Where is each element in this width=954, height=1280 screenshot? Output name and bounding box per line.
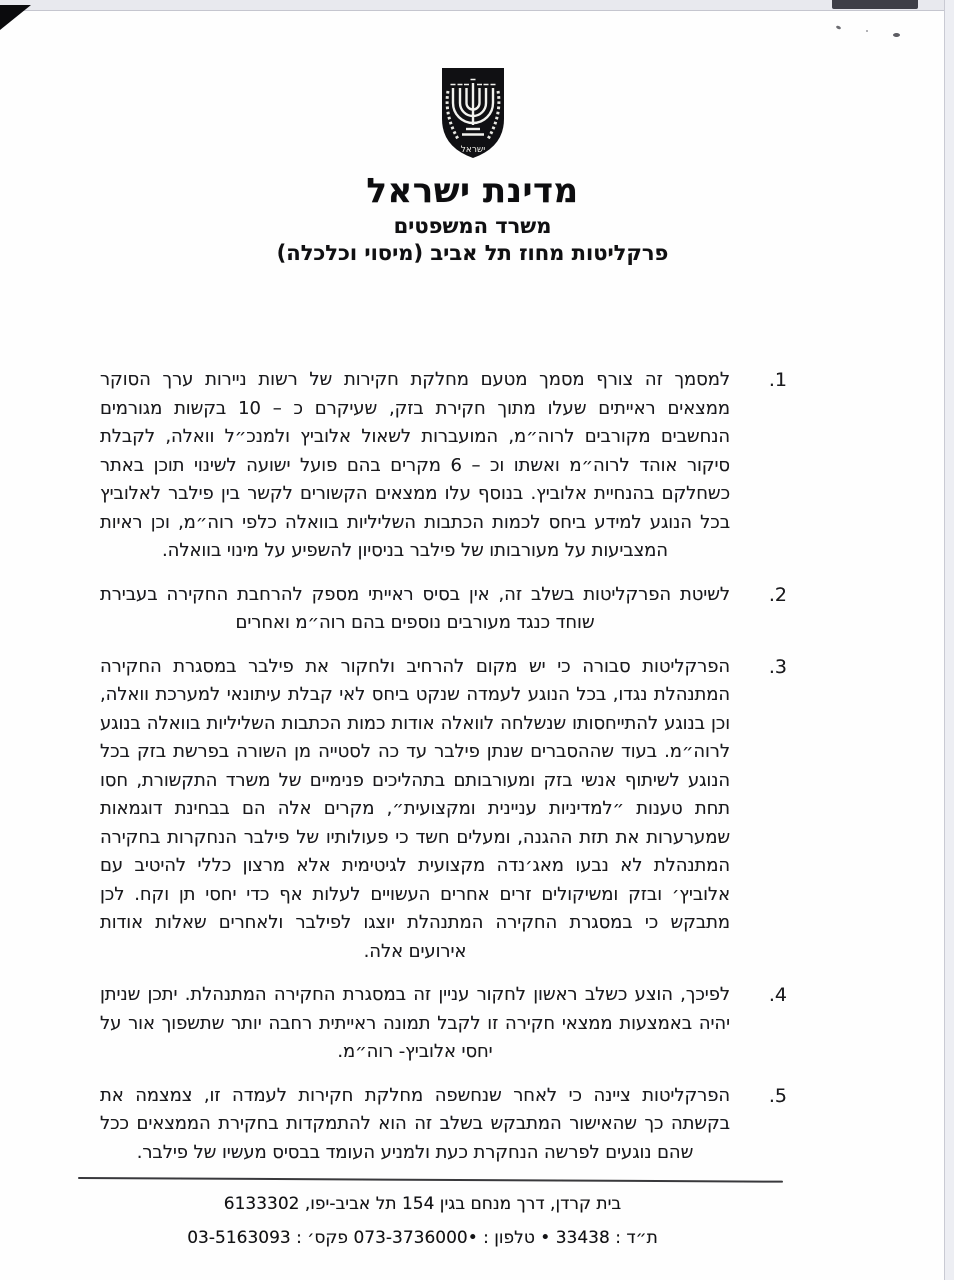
paragraph-text: הפרקליטות סבורה כי יש מקום להרחיב ולחקור את פילבר במסגרת החקירה המתנהלת נגדו, בכל הנוגע לעמדה שנקט ביחס לאי קבלת עיתונאי למערכת וואלה, וכן בנוגע להתייחסותו שנשלחה לוואלה אודות כמות הכתבות השליליות בוואלה בנוגע לרוה״מ. בעוד שההסברים שנתן פילבר עד כה לסטייה מן השורה בפרשת בזק בכל הנוגע לשיתוף אנשי בזק ומעורבותם בתהליכים פנימיים של משרד התקשורת, חסו תחת טענות ״למדיניות עניינית ומקצועית״, מקרים אלה הם בבחינת דוגמאות שמערערות את תזת ההגנה, ומעלים חשד כי פעולותיו של פילבר הנחקרות בחקירה המתנהלת לא נבעו מאג׳נדה מקצועית לגיטימית אלא מרצון כללי להיטיב עם אלוביץ׳ ובזק ומשיקולים זרים אחרים העשויים לעלות אף כדי יחסי תן וקח. לכן מתבקש כי במסגרת החקירה המתנהלת יוצגו לפילבר ולאחרים שאלות אודות אירועים אלה. — [100, 655, 730, 962]
numbered-paragraph — [100, 366, 787, 566]
document-body — [100, 366, 787, 1182]
document-title: מדינת ישראל — [366, 171, 579, 211]
israel-state-emblem-icon — [433, 63, 513, 161]
paragraph-number: 1. — [768, 369, 787, 391]
paragraph-number: 5. — [768, 1084, 787, 1107]
scan-edge-right — [944, 0, 954, 1280]
office-name: פרקליטות מחוז תל אביב (מיסוי וכלכלה) — [276, 241, 669, 265]
paragraph-text: למסמך זה צורף מסמך מטעם מחלקת חקירות של רשות ניירות ערך הסוקר ממצאים ראייתים שעלו מתוך חקירת בזק, שעיקרם כ – 10 בקשות מגורמים הנחשבים מקורבים לרוה״מ, המועברות לשאול אלוביץ ולמנכ״ל וואלה, לקבלת סיקור אוהד לרוה״מ ואשתו וכ – 6 מקרים בהם פועל ישועה לשינוי תוכן באתר כשחלקם בהנחיית אלוביץ. בנוסף עלו ממצאים הקשורים לקשר בין פילבר לאלוביץ בכל הנוגע למידע ביחס לכמות הכתבות השליליות בוואלה כלפי רוה״מ, וכן ראיות המצביעות על מעורבותו של פילבר בניסיון להשפיע על מינוי בוואלה. — [100, 369, 730, 561]
paragraph-text: לפיכך, הוצע כשלב ראשון לחקור עניין זה במסגרת החקירה המתנהלת. יתכן שניתן יהיה באמצעות ממצאי חקירה זו לקבל תמונה ראייתית רחבה יותר שתשפוך אור על יחסי אלוביץ- רוה״מ. — [100, 984, 730, 1062]
ministry-name: משרד המשפטים — [393, 214, 552, 238]
emblem-caption: ישראל — [460, 145, 485, 155]
paragraph-number: 2. — [768, 583, 787, 606]
paragraph-text: הפרקליטות ציינה כי לאחר שנחשפה מחלקת חקירות לעמדה זו, צמצמה את בקשתה כך שהאישור המתבקש בשלב זה הוא להתמקדות בחקירת הממצאים ככל שהם נוגעים לפרשה הנחקרת כעת ולמניע העומד בבסיס מעשיו של פילבר. — [100, 1084, 730, 1163]
letterhead — [0, 0, 945, 265]
footer-contact: ת״ד : 33438 • טלפון : •073-3736000 פקס׳ : 03-5163093 — [187, 1228, 658, 1248]
numbered-paragraph — [100, 1082, 787, 1168]
numbered-paragraph — [100, 981, 787, 1067]
paragraph-text: לשיטת הפרקליטות בשלב זה, אין בסיס ראייתי מספק להרחבת החקירה בעבירת שוחד כנגד מעורבים נוספים בהם רוה״מ ואחרים — [100, 583, 730, 633]
paragraph-number: 4. — [768, 984, 787, 1006]
letterhead-footer — [0, 1194, 845, 1248]
paragraph-number: 3. — [768, 655, 787, 678]
numbered-paragraph — [100, 581, 787, 638]
numbered-paragraph — [100, 653, 787, 967]
footer-address: בית קרדן, דרך מנחם בגין 154 תל אביב-יפו, 6133302 — [223, 1194, 622, 1214]
